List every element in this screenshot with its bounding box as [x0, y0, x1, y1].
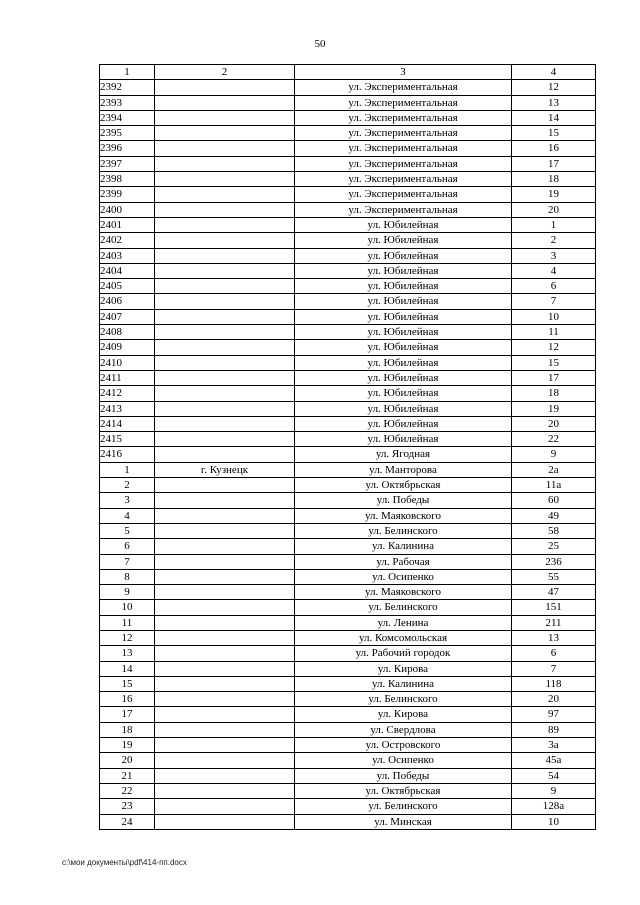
table-row — [100, 401, 596, 416]
city-cell — [155, 156, 295, 171]
city-cell — [155, 738, 295, 753]
city-cell — [155, 263, 295, 278]
house-number-cell: 3а — [512, 738, 596, 753]
street-cell: ул. Октябрьская — [295, 783, 512, 798]
street-cell: ул. Юбилейная — [295, 355, 512, 370]
page-number: 50 — [314, 38, 326, 50]
street-cell: ул. Белинского — [295, 799, 512, 814]
row-number-cell: 12 — [100, 630, 155, 645]
city-cell — [155, 447, 295, 462]
street-cell: ул. Маяковского — [295, 508, 512, 523]
table-row — [100, 248, 596, 263]
house-number-cell: 97 — [512, 707, 596, 722]
city-cell — [155, 508, 295, 523]
city-cell — [155, 248, 295, 263]
row-number-cell: 2400 — [100, 202, 155, 217]
city-cell — [155, 217, 295, 232]
table-row — [100, 768, 596, 783]
street-cell: ул. Калинина — [295, 539, 512, 554]
row-number-cell: 5 — [100, 523, 155, 538]
city-cell — [155, 630, 295, 645]
city-cell — [155, 523, 295, 538]
city-cell — [155, 661, 295, 676]
table-row — [100, 722, 596, 737]
city-cell — [155, 172, 295, 187]
table-row — [100, 646, 596, 661]
city-cell — [155, 141, 295, 156]
city-cell — [155, 585, 295, 600]
row-number-cell: 2395 — [100, 126, 155, 141]
table-row — [100, 783, 596, 798]
table-row — [100, 814, 596, 829]
house-number-cell: 54 — [512, 768, 596, 783]
row-number-cell: 22 — [100, 783, 155, 798]
house-number-cell: 20 — [512, 202, 596, 217]
row-number-cell: 2415 — [100, 432, 155, 447]
city-cell — [155, 202, 295, 217]
street-cell: ул. Кирова — [295, 661, 512, 676]
table-row — [100, 80, 596, 95]
house-number-cell: 19 — [512, 187, 596, 202]
row-number-cell: 1 — [100, 462, 155, 477]
row-number-cell: 2392 — [100, 80, 155, 95]
table-row — [100, 493, 596, 508]
street-cell: ул. Белинского — [295, 600, 512, 615]
row-number-cell: 2414 — [100, 416, 155, 431]
house-number-cell: 3 — [512, 248, 596, 263]
street-cell: ул. Экспериментальная — [295, 141, 512, 156]
street-cell: ул. Белинского — [295, 523, 512, 538]
table-row — [100, 156, 596, 171]
row-number-cell: 23 — [100, 799, 155, 814]
table-row — [100, 263, 596, 278]
city-cell: г. Кузнецк — [155, 462, 295, 477]
column-header-1: 1 — [100, 65, 155, 80]
house-number-cell: 7 — [512, 661, 596, 676]
city-cell — [155, 600, 295, 615]
table-row — [100, 172, 596, 187]
row-number-cell: 2398 — [100, 172, 155, 187]
row-number-cell: 2397 — [100, 156, 155, 171]
house-number-cell: 11 — [512, 325, 596, 340]
table-row — [100, 217, 596, 232]
city-cell — [155, 386, 295, 401]
house-number-cell: 6 — [512, 279, 596, 294]
row-number-cell: 8 — [100, 569, 155, 584]
table-row — [100, 738, 596, 753]
city-cell — [155, 370, 295, 385]
table-row — [100, 676, 596, 691]
house-number-cell: 20 — [512, 416, 596, 431]
house-number-cell: 15 — [512, 126, 596, 141]
footer-file-path: c:\мои документы\pdf\414-пп.docx — [62, 858, 187, 867]
table-row — [100, 523, 596, 538]
street-cell: ул. Октябрьская — [295, 478, 512, 493]
row-number-cell: 2410 — [100, 355, 155, 370]
house-number-cell: 13 — [512, 630, 596, 645]
street-cell: ул. Юбилейная — [295, 432, 512, 447]
street-cell: ул. Юбилейная — [295, 309, 512, 324]
street-cell: ул. Осипенко — [295, 753, 512, 768]
city-cell — [155, 233, 295, 248]
table-row — [100, 692, 596, 707]
row-number-cell: 19 — [100, 738, 155, 753]
row-number-cell: 2403 — [100, 248, 155, 263]
city-cell — [155, 416, 295, 431]
house-number-cell: 49 — [512, 508, 596, 523]
row-number-cell: 2399 — [100, 187, 155, 202]
row-number-cell: 21 — [100, 768, 155, 783]
table-row — [100, 126, 596, 141]
table-row — [100, 325, 596, 340]
street-cell: ул. Экспериментальная — [295, 156, 512, 171]
table-row — [100, 569, 596, 584]
city-cell — [155, 340, 295, 355]
city-cell — [155, 799, 295, 814]
table-row — [100, 615, 596, 630]
house-number-cell: 10 — [512, 814, 596, 829]
city-cell — [155, 95, 295, 110]
street-cell: ул. Кирова — [295, 707, 512, 722]
house-number-cell: 4 — [512, 263, 596, 278]
row-number-cell: 2416 — [100, 447, 155, 462]
address-table — [99, 64, 596, 830]
row-number-cell: 13 — [100, 646, 155, 661]
house-number-cell: 89 — [512, 722, 596, 737]
table-row — [100, 187, 596, 202]
row-number-cell: 2401 — [100, 217, 155, 232]
column-header-3: 3 — [295, 65, 512, 80]
street-cell: ул. Экспериментальная — [295, 172, 512, 187]
street-cell: ул. Ленина — [295, 615, 512, 630]
table-row — [100, 294, 596, 309]
row-number-cell: 2393 — [100, 95, 155, 110]
row-number-cell: 2 — [100, 478, 155, 493]
house-number-cell: 55 — [512, 569, 596, 584]
table-row — [100, 661, 596, 676]
city-cell — [155, 309, 295, 324]
house-number-cell: 20 — [512, 692, 596, 707]
street-cell: ул. Юбилейная — [295, 279, 512, 294]
street-cell: ул. Победы — [295, 493, 512, 508]
city-cell — [155, 126, 295, 141]
city-cell — [155, 478, 295, 493]
house-number-cell: 2а — [512, 462, 596, 477]
row-number-cell: 3 — [100, 493, 155, 508]
table-row — [100, 630, 596, 645]
row-number-cell: 7 — [100, 554, 155, 569]
street-cell: ул. Юбилейная — [295, 340, 512, 355]
street-cell: ул. Рабочий городок — [295, 646, 512, 661]
street-cell: ул. Экспериментальная — [295, 187, 512, 202]
street-cell: ул. Ягодная — [295, 447, 512, 462]
table-row — [100, 202, 596, 217]
row-number-cell: 2394 — [100, 110, 155, 125]
table-row — [100, 309, 596, 324]
house-number-cell: 118 — [512, 676, 596, 691]
street-cell: ул. Юбилейная — [295, 401, 512, 416]
table-row — [100, 585, 596, 600]
city-cell — [155, 355, 295, 370]
city-cell — [155, 722, 295, 737]
row-number-cell: 18 — [100, 722, 155, 737]
house-number-cell: 11а — [512, 478, 596, 493]
city-cell — [155, 187, 295, 202]
house-number-cell: 22 — [512, 432, 596, 447]
house-number-cell: 18 — [512, 172, 596, 187]
city-cell — [155, 768, 295, 783]
row-number-cell: 2407 — [100, 309, 155, 324]
street-cell: ул. Юбилейная — [295, 217, 512, 232]
row-number-cell: 2406 — [100, 294, 155, 309]
row-number-cell: 2402 — [100, 233, 155, 248]
house-number-cell: 17 — [512, 370, 596, 385]
street-cell: ул. Минская — [295, 814, 512, 829]
table-row — [100, 600, 596, 615]
city-cell — [155, 294, 295, 309]
house-number-cell: 19 — [512, 401, 596, 416]
house-number-cell: 18 — [512, 386, 596, 401]
header-row — [100, 65, 596, 80]
city-cell — [155, 554, 295, 569]
city-cell — [155, 569, 295, 584]
row-number-cell: 15 — [100, 676, 155, 691]
street-cell: ул. Победы — [295, 768, 512, 783]
street-cell: ул. Маяковского — [295, 585, 512, 600]
house-number-cell: 58 — [512, 523, 596, 538]
table-row — [100, 462, 596, 477]
street-cell: ул. Юбилейная — [295, 248, 512, 263]
house-number-cell: 236 — [512, 554, 596, 569]
table-row — [100, 110, 596, 125]
table-row — [100, 447, 596, 462]
house-number-cell: 2 — [512, 233, 596, 248]
street-cell: ул. Юбилейная — [295, 370, 512, 385]
city-cell — [155, 279, 295, 294]
house-number-cell: 9 — [512, 447, 596, 462]
house-number-cell: 151 — [512, 600, 596, 615]
table-row — [100, 370, 596, 385]
house-number-cell: 128а — [512, 799, 596, 814]
city-cell — [155, 646, 295, 661]
street-cell: ул. Экспериментальная — [295, 202, 512, 217]
table-row — [100, 340, 596, 355]
street-cell: ул. Экспериментальная — [295, 80, 512, 95]
city-cell — [155, 110, 295, 125]
house-number-cell: 15 — [512, 355, 596, 370]
street-cell: ул. Комсомольская — [295, 630, 512, 645]
house-number-cell: 12 — [512, 80, 596, 95]
row-number-cell: 9 — [100, 585, 155, 600]
table-row — [100, 233, 596, 248]
street-cell: ул. Островского — [295, 738, 512, 753]
street-cell: ул. Белинского — [295, 692, 512, 707]
row-number-cell: 16 — [100, 692, 155, 707]
house-number-cell: 7 — [512, 294, 596, 309]
table-row — [100, 707, 596, 722]
street-cell: ул. Экспериментальная — [295, 110, 512, 125]
city-cell — [155, 432, 295, 447]
row-number-cell: 14 — [100, 661, 155, 676]
street-cell: ул. Осипенко — [295, 569, 512, 584]
street-cell: ул. Юбилейная — [295, 263, 512, 278]
row-number-cell: 6 — [100, 539, 155, 554]
table-row — [100, 416, 596, 431]
row-number-cell: 2405 — [100, 279, 155, 294]
house-number-cell: 60 — [512, 493, 596, 508]
column-header-2: 2 — [155, 65, 295, 80]
table-row — [100, 355, 596, 370]
house-number-cell: 1 — [512, 217, 596, 232]
row-number-cell: 2412 — [100, 386, 155, 401]
house-number-cell: 47 — [512, 585, 596, 600]
city-cell — [155, 707, 295, 722]
row-number-cell: 2396 — [100, 141, 155, 156]
city-cell — [155, 753, 295, 768]
street-cell: ул. Калинина — [295, 676, 512, 691]
house-number-cell: 16 — [512, 141, 596, 156]
row-number-cell: 2409 — [100, 340, 155, 355]
row-number-cell: 4 — [100, 508, 155, 523]
house-number-cell: 17 — [512, 156, 596, 171]
row-number-cell: 2404 — [100, 263, 155, 278]
house-number-cell: 12 — [512, 340, 596, 355]
city-cell — [155, 615, 295, 630]
row-number-cell: 20 — [100, 753, 155, 768]
street-cell: ул. Юбилейная — [295, 386, 512, 401]
table-row — [100, 753, 596, 768]
street-cell: ул. Юбилейная — [295, 294, 512, 309]
city-cell — [155, 814, 295, 829]
table-row — [100, 799, 596, 814]
city-cell — [155, 401, 295, 416]
table-row — [100, 141, 596, 156]
table-body — [100, 80, 596, 830]
table-row — [100, 539, 596, 554]
city-cell — [155, 676, 295, 691]
row-number-cell: 2411 — [100, 370, 155, 385]
row-number-cell: 2413 — [100, 401, 155, 416]
table-row — [100, 478, 596, 493]
street-cell: ул. Свердлова — [295, 722, 512, 737]
table-row — [100, 386, 596, 401]
row-number-cell: 24 — [100, 814, 155, 829]
street-cell: ул. Юбилейная — [295, 233, 512, 248]
street-cell: ул. Экспериментальная — [295, 95, 512, 110]
table-row — [100, 279, 596, 294]
table-row — [100, 432, 596, 447]
house-number-cell: 14 — [512, 110, 596, 125]
house-number-cell: 13 — [512, 95, 596, 110]
street-cell: ул. Юбилейная — [295, 325, 512, 340]
city-cell — [155, 80, 295, 95]
street-cell: ул. Манторова — [295, 462, 512, 477]
street-cell: ул. Юбилейная — [295, 416, 512, 431]
city-cell — [155, 325, 295, 340]
house-number-cell: 6 — [512, 646, 596, 661]
house-number-cell: 25 — [512, 539, 596, 554]
city-cell — [155, 539, 295, 554]
table-row — [100, 95, 596, 110]
house-number-cell: 211 — [512, 615, 596, 630]
house-number-cell: 9 — [512, 783, 596, 798]
house-number-cell: 10 — [512, 309, 596, 324]
street-cell: ул. Экспериментальная — [295, 126, 512, 141]
city-cell — [155, 493, 295, 508]
row-number-cell: 11 — [100, 615, 155, 630]
column-header-4: 4 — [512, 65, 596, 80]
row-number-cell: 17 — [100, 707, 155, 722]
table-row — [100, 554, 596, 569]
street-cell: ул. Рабочая — [295, 554, 512, 569]
city-cell — [155, 692, 295, 707]
city-cell — [155, 783, 295, 798]
table-row — [100, 508, 596, 523]
house-number-cell: 45а — [512, 753, 596, 768]
row-number-cell: 2408 — [100, 325, 155, 340]
row-number-cell: 10 — [100, 600, 155, 615]
